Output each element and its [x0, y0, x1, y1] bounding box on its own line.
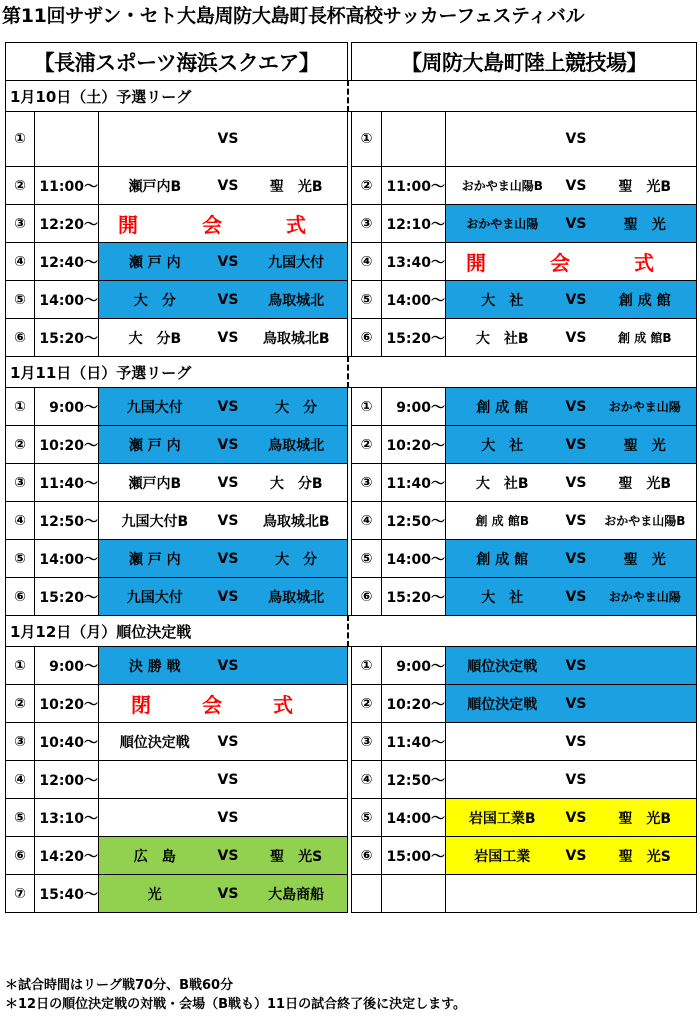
match-cell — [99, 426, 348, 464]
kickoff-time: 11:00〜 — [382, 167, 446, 205]
away-team: 鳥取城北B — [262, 513, 330, 530]
away-team: 大島商船 — [268, 886, 325, 903]
match-cell — [99, 112, 348, 167]
day-header-row — [6, 357, 697, 388]
vs-label: VS — [217, 131, 239, 147]
kickoff-time: 12:50〜 — [382, 502, 446, 540]
home-team: 大 社 — [481, 292, 524, 309]
match-number: ③ — [352, 205, 382, 243]
match-number: ⑥ — [6, 837, 35, 875]
match-cell — [99, 540, 348, 578]
match-cell — [446, 426, 697, 464]
home-team: 光 — [147, 886, 162, 903]
home-team: 岩国工業B — [468, 810, 536, 827]
away-team: 聖 光B — [269, 178, 323, 195]
away-team: 創 成 館 — [618, 292, 671, 309]
match-number: ① — [6, 647, 35, 685]
kickoff-time: 14:00〜 — [382, 799, 446, 837]
vs-label: VS — [565, 733, 587, 750]
match-cell — [446, 578, 697, 616]
kickoff-time — [35, 112, 99, 167]
away-team: 聖 光 — [623, 216, 666, 233]
match-cell — [446, 167, 697, 205]
match-cell — [99, 685, 348, 723]
schedule-table — [5, 42, 697, 913]
note-line: ＊12日の順位決定戦の対戦・会場（B戦も）11日の試合終了後に決定します。 — [5, 997, 467, 1012]
away-team: 聖 光 — [623, 437, 666, 454]
kickoff-time: 10:20〜 — [382, 685, 446, 723]
kickoff-time: 12:20〜 — [35, 205, 99, 243]
home-team: 決 勝 戦 — [128, 658, 181, 675]
match-row — [6, 281, 697, 319]
match-cell — [446, 647, 697, 685]
match-number: ② — [352, 426, 382, 464]
match-row — [6, 723, 697, 761]
match-number: ⑤ — [6, 799, 35, 837]
match-cell — [446, 685, 697, 723]
vs-label: VS — [217, 474, 239, 491]
kickoff-time: 9:00〜 — [35, 647, 99, 685]
home-team: 大 分 — [133, 292, 176, 309]
match-cell — [446, 281, 697, 319]
kickoff-time: 14:00〜 — [382, 281, 446, 319]
kickoff-time — [382, 875, 446, 913]
match-number: ① — [6, 112, 35, 167]
match-row — [6, 799, 697, 837]
home-team: おかやま山陽 — [466, 217, 539, 231]
vs-label: VS — [217, 177, 239, 194]
match-number: ③ — [6, 464, 35, 502]
away-team: 聖 光 — [623, 551, 666, 568]
match-number: ① — [352, 647, 382, 685]
match-row — [6, 540, 697, 578]
home-team: 瀬 戸 内 — [128, 437, 181, 454]
home-team: 創 成 館B — [475, 514, 530, 528]
venue-header-row — [6, 43, 697, 81]
venue-right: 【周防大島町陸上競技場】 — [352, 43, 697, 81]
match-cell — [446, 464, 697, 502]
away-team: おかやま山陽 — [608, 590, 681, 604]
vs-label: VS — [565, 550, 587, 567]
match-cell — [446, 799, 697, 837]
vs-label: VS — [565, 512, 587, 529]
vs-label: VS — [565, 398, 587, 415]
away-team: 鳥取城北 — [268, 437, 325, 454]
match-number: ⑥ — [352, 319, 382, 357]
match-row — [6, 578, 697, 616]
match-row — [6, 426, 697, 464]
vs-label: VS — [217, 291, 239, 308]
match-row — [6, 875, 697, 913]
day-title: 1月12日（月）順位決定戦 — [6, 616, 348, 647]
home-team: 創 成 館 — [476, 399, 529, 416]
vs-label: VS — [565, 588, 587, 605]
home-team: 順位決定戦 — [119, 734, 190, 751]
kickoff-time: 15:20〜 — [382, 319, 446, 357]
home-team: 大 社B — [475, 475, 529, 492]
away-team: 九国大付 — [268, 254, 325, 271]
kickoff-time: 9:00〜 — [382, 388, 446, 426]
away-team: 聖 光B — [618, 810, 672, 827]
vs-label: VS — [565, 329, 587, 346]
match-number: ④ — [6, 502, 35, 540]
match-cell — [446, 319, 697, 357]
kickoff-time: 11:40〜 — [382, 464, 446, 502]
match-cell — [446, 243, 697, 281]
kickoff-time: 12:50〜 — [382, 761, 446, 799]
match-row — [6, 167, 697, 205]
vs-label: VS — [565, 215, 587, 232]
away-team: 大 分 — [275, 551, 318, 568]
home-team: 瀬戸内B — [128, 178, 182, 195]
vs-label: VS — [217, 398, 239, 415]
home-team: 岩国工業 — [474, 848, 531, 865]
vs-label: VS — [565, 177, 587, 194]
match-cell — [99, 502, 348, 540]
match-number: ① — [352, 112, 382, 167]
vs-label: VS — [217, 329, 239, 346]
kickoff-time: 11:40〜 — [35, 464, 99, 502]
match-cell — [446, 112, 697, 167]
vs-label: VS — [565, 847, 587, 864]
match-cell — [99, 464, 348, 502]
match-number: ③ — [6, 723, 35, 761]
kickoff-time: 15:00〜 — [382, 837, 446, 875]
ceremony-label: 開 会 式 — [466, 251, 677, 275]
home-team: 大 分B — [128, 330, 182, 347]
vs-label: VS — [565, 657, 587, 674]
home-team: 九国大付 — [126, 399, 183, 416]
vs-label: VS — [565, 436, 587, 453]
match-cell — [99, 761, 348, 799]
kickoff-time: 12:50〜 — [35, 502, 99, 540]
kickoff-time: 12:40〜 — [35, 243, 99, 281]
kickoff-time: 15:20〜 — [35, 578, 99, 616]
kickoff-time: 11:00〜 — [35, 167, 99, 205]
match-number: ⑥ — [6, 319, 35, 357]
vs-label: VS — [217, 885, 239, 902]
match-cell — [99, 799, 348, 837]
match-number: ⑤ — [352, 540, 382, 578]
kickoff-time — [382, 112, 446, 167]
match-cell — [99, 243, 348, 281]
day-title: 1月11日（日）予選リーグ — [6, 357, 348, 388]
home-team: 大 社 — [481, 437, 524, 454]
match-cell — [99, 281, 348, 319]
match-row — [6, 112, 697, 167]
match-cell — [99, 837, 348, 875]
match-row — [6, 388, 697, 426]
match-cell — [446, 205, 697, 243]
match-number: ② — [352, 167, 382, 205]
match-number: ⑥ — [6, 578, 35, 616]
kickoff-time: 14:20〜 — [35, 837, 99, 875]
match-number: ④ — [352, 243, 382, 281]
kickoff-time: 15:20〜 — [382, 578, 446, 616]
kickoff-time: 10:20〜 — [35, 685, 99, 723]
match-cell — [99, 319, 348, 357]
ceremony-label: 開 会 式 — [118, 213, 328, 237]
vs-label: VS — [217, 657, 239, 674]
kickoff-time: 9:00〜 — [35, 388, 99, 426]
match-cell — [446, 388, 697, 426]
match-number: ④ — [6, 243, 35, 281]
match-number — [352, 875, 382, 913]
match-row — [6, 502, 697, 540]
kickoff-time: 9:00〜 — [382, 647, 446, 685]
home-team: 順位決定戦 — [467, 658, 538, 675]
match-number: ③ — [352, 723, 382, 761]
match-number: ⑤ — [6, 281, 35, 319]
kickoff-time: 12:10〜 — [382, 205, 446, 243]
away-team: 大 分B — [269, 475, 323, 492]
match-cell — [446, 761, 697, 799]
home-team: 大 社B — [475, 330, 529, 347]
home-team: おかやま山陽B — [461, 179, 543, 193]
away-team: 聖 光B — [618, 475, 672, 492]
match-number: ④ — [6, 761, 35, 799]
match-row — [6, 464, 697, 502]
vs-label: VS — [565, 695, 587, 712]
match-cell — [446, 837, 697, 875]
vs-label: VS — [217, 436, 239, 453]
kickoff-time: 10:40〜 — [35, 723, 99, 761]
vs-label: VS — [217, 588, 239, 605]
home-team: 大 社 — [481, 589, 524, 606]
match-cell — [446, 540, 697, 578]
kickoff-time: 10:20〜 — [382, 426, 446, 464]
match-number: ① — [6, 388, 35, 426]
vs-label: VS — [565, 771, 587, 788]
vs-label: VS — [565, 809, 587, 826]
match-cell — [446, 502, 697, 540]
away-team: 創 成 館B — [618, 331, 672, 345]
match-number: ③ — [352, 464, 382, 502]
away-team: 聖 光B — [618, 178, 672, 195]
match-cell — [99, 578, 348, 616]
match-number: ② — [6, 167, 35, 205]
kickoff-time: 10:20〜 — [35, 426, 99, 464]
match-number: ⑥ — [352, 837, 382, 875]
day-header-row — [6, 81, 697, 112]
kickoff-time: 14:00〜 — [35, 281, 99, 319]
vs-label: VS — [217, 809, 239, 826]
note-line: ＊試合時間はリーグ戦70分、B戦60分 — [5, 978, 234, 993]
kickoff-time: 15:20〜 — [35, 319, 99, 357]
match-number: ⑤ — [352, 799, 382, 837]
ceremony-label: 閉 会 式 — [131, 693, 315, 717]
kickoff-time: 13:40〜 — [382, 243, 446, 281]
match-cell — [446, 723, 697, 761]
match-cell — [99, 388, 348, 426]
match-number: ② — [6, 426, 35, 464]
match-cell — [99, 205, 348, 243]
vs-label: VS — [217, 512, 239, 529]
match-cell — [99, 723, 348, 761]
match-number: ④ — [352, 761, 382, 799]
match-number: ② — [352, 685, 382, 723]
kickoff-time: 12:00〜 — [35, 761, 99, 799]
home-team: 順位決定戦 — [467, 696, 538, 713]
day-title: 1月10日（土）予選リーグ — [6, 81, 348, 112]
away-team: 鳥取城北 — [268, 292, 325, 309]
match-number: ② — [6, 685, 35, 723]
match-number: ⑤ — [352, 281, 382, 319]
match-number: ③ — [6, 205, 35, 243]
vs-label: VS — [565, 474, 587, 491]
home-team: 瀬戸内B — [128, 475, 182, 492]
away-team: おかやま山陽 — [608, 400, 681, 414]
away-team: 鳥取城北 — [268, 589, 325, 606]
vs-label: VS — [217, 550, 239, 567]
page-title: 第11回サザン・セト大島周防大島町長杯高校サッカーフェスティバル — [2, 5, 585, 27]
match-number: ⑦ — [6, 875, 35, 913]
away-team: おかやま山陽B — [604, 514, 686, 528]
notes — [5, 976, 695, 1014]
match-cell — [99, 167, 348, 205]
away-team: 鳥取城北B — [262, 330, 330, 347]
match-row — [6, 837, 697, 875]
match-cell — [99, 875, 348, 913]
match-number: ⑤ — [6, 540, 35, 578]
away-team: 大 分 — [275, 399, 318, 416]
match-number: ⑥ — [352, 578, 382, 616]
venue-left: 【長浦スポーツ海浜スクエア】 — [6, 43, 348, 81]
kickoff-time: 14:00〜 — [382, 540, 446, 578]
match-cell — [99, 647, 348, 685]
kickoff-time: 14:00〜 — [35, 540, 99, 578]
match-row — [6, 205, 697, 243]
kickoff-time: 15:40〜 — [35, 875, 99, 913]
match-number: ④ — [352, 502, 382, 540]
vs-label: VS — [217, 847, 239, 864]
vs-label: VS — [565, 291, 587, 308]
match-row — [6, 319, 697, 357]
match-cell — [446, 875, 697, 913]
home-team: 九国大付 — [126, 589, 183, 606]
away-team: 聖 光S — [618, 848, 671, 865]
home-team: 瀬 戸 内 — [128, 254, 181, 271]
vs-label: VS — [565, 131, 587, 147]
vs-label: VS — [217, 253, 239, 270]
match-row — [6, 243, 697, 281]
match-row — [6, 761, 697, 799]
match-number: ① — [352, 388, 382, 426]
vs-label: VS — [217, 771, 239, 788]
away-team: 聖 光S — [270, 848, 323, 865]
home-team: 創 成 館 — [476, 551, 529, 568]
home-team: 九国大付B — [121, 513, 189, 530]
kickoff-time: 11:40〜 — [382, 723, 446, 761]
day-header-row — [6, 616, 697, 647]
match-row — [6, 647, 697, 685]
home-team: 広 島 — [133, 848, 176, 865]
vs-label: VS — [217, 733, 239, 750]
match-row — [6, 685, 697, 723]
home-team: 瀬 戸 内 — [128, 551, 181, 568]
kickoff-time: 13:10〜 — [35, 799, 99, 837]
